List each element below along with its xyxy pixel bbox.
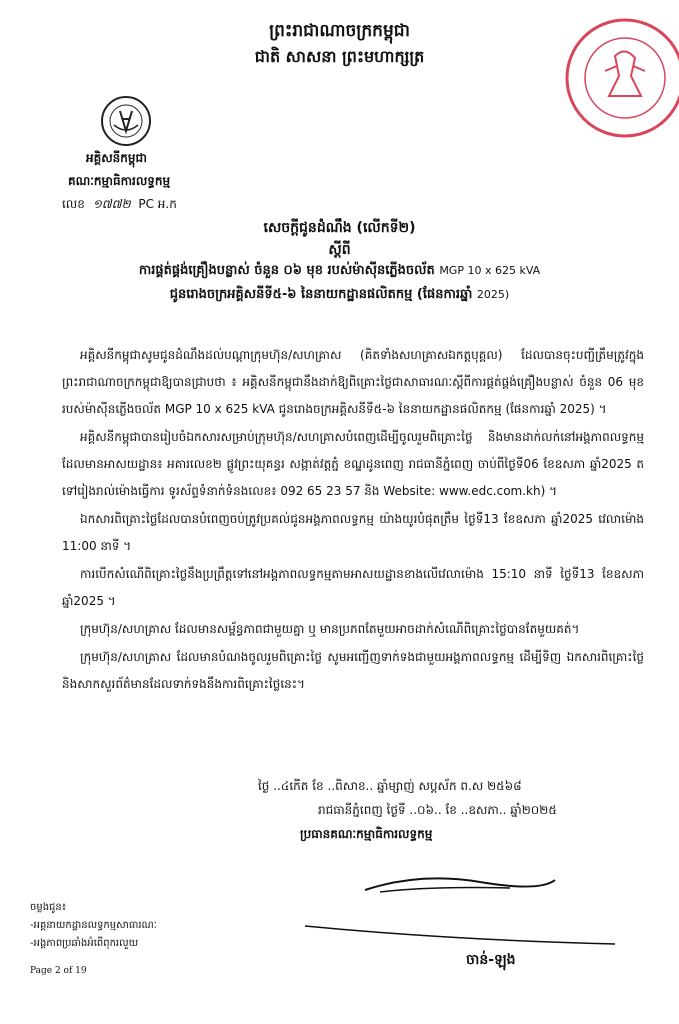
paragraph: អគ្គិសនីកម្ពុជាបានរៀបចំឯកសារសម្រាប់ក្រុមហ៊ុន/សហគ្រាសបំពេញដើម្បីចូលរួមពិគ្រោះថ្លៃ និងមានដាក់លក់នៅអង្គភាពលទ្ធកម្ម ដែលមានអាសយដ្ឋាន៖ អគារលេខ២ ផ្លូវព្រះយុគន្ធរ សង្កាត់វត្តភ្នំ ខណ្ឌដូនពេញ រាជធានីភ្នំពេញ ចាប់ពីថ្ងៃទី06 ខែឧសភា ឆ្នាំ2025 តទៅរៀងរាល់ម៉ោងធ្វើការ ទូរស័ព្ទទំនាក់ទំនងលេខ៖ 092 65 23 57 និង Website: www.edc.com.kh) ។ [62,430,644,498]
subject-plant: ជូនរោងចក្រអគ្គិសនីទី៥-៦ នៃនាយកដ្ឋានផលិតកម្ម (ផែនការឆ្នាំ [169,287,473,302]
signer-name: ចាន់-ឡុង [466,952,516,968]
signature-underline-icon [300,918,620,948]
paragraph: អគ្គិសនីកម្ពុជាសូមជូនដំណឹងដល់បណ្តាក្រុមហ៊ុន/សហគ្រាស (គិតទាំងសហគ្រាសឯកត្តបុគ្គល) ដែលបានចុះបញ្ជីត្រឹមត្រូវក្នុងព្រះរាជាណាចក្រកម្ពុជាឱ្យបានជ្រាបថា ៖ អគ្គិសនីកម្ពុជានឹងដាក់ឱ្យពិគ្រោះថ្លៃជាសាធារណៈស្តីពីការផ្គត់ផ្គង់គ្រឿងបន្លាស់ ចំនួន 06 មុខ របស់ម៉ាស៊ីនភ្លើងចល័ត MGP 10 x 625 kVA ជូនរោងចក្រអគ្គិសនីទី៥-៦ នៃនាយកដ្ឋានផលិតកម្ម (ផែនការឆ្នាំ 2025) ។ [62,348,644,416]
notice-subject-label: ស្តីពី [328,242,351,258]
edc-logo-icon [96,95,156,147]
cc-item: -អង្គភាពប្រឆាំងអំពើពុករលួយ [30,938,139,949]
cc-item: -អគ្គនាយកដ្ឋានលទ្ធកម្មសាធារណៈ [30,920,157,931]
kingdom-heading: ព្រះរាជាណាចក្រកម្ពុជា [269,21,410,41]
cc-title: ចម្លងជូន៖ [30,902,67,913]
paragraph: ការបើកសំណើពិគ្រោះថ្លៃនឹងប្រព្រឹត្តទៅនៅអង្គភាពលទ្ធកម្មតាមអាសយដ្ឋានខាងលើវេលាម៉ោង 15:10 នាទី ថ្ងៃទី13 ខែឧសភា ឆ្នាំ2025 ។ [62,567,644,608]
reference-number [62,196,177,214]
national-motto: ជាតិ សាសនា ព្រះមហាក្សត្រ [254,47,425,66]
notice-body [62,342,644,699]
ref-label: លេខ [62,197,85,211]
subject-year: 2025) [476,288,510,301]
notice-subject-line2 [0,286,679,305]
ref-suffix: PC អ.ក [138,197,177,211]
page-number: Page 2 of 19 [30,966,87,976]
paragraph: ក្រុមហ៊ុន/សហគ្រាស ដែលមានសម្ព័ន្ធភាពជាមួយគ្នា ឬ មានប្រភពតែមួយអាចដាក់សំណើពិគ្រោះថ្លៃបានតែមួយគត់។ [80,622,580,636]
paragraph: ឯកសារពិគ្រោះថ្លៃដែលបានបំពេញចប់ត្រូវប្រគល់ជូនអង្គភាពលទ្ធកម្ម យ៉ាងយូរបំផុតត្រឹម ថ្ងៃទី13 ខែឧសភា ឆ្នាំ2025 វេលាម៉ោង 11:00 នាទី ។ [62,512,644,553]
official-stamp-icon [545,16,679,150]
paragraph: ក្រុមហ៊ុន/សហគ្រាស ដែលមានបំណងចូលរួមពិគ្រោះថ្លៃ សូមអញ្ជើញទាក់ទងជាមួយអង្គភាពលទ្ធកម្ម ដើម្បីទិញ ឯកសារពិគ្រោះថ្លៃ និងសាកសួរព័ត៌មានដែលទាក់ទងនឹងការពិគ្រោះថ្លៃនេះ។ [62,650,644,691]
lunar-date: ថ្ងៃ ..៤កើត ខែ ..ពិសាខ.. ឆ្នាំម្សាញ់ សប្តស័ក ព.ស ២៥៦៨ [258,779,522,793]
solar-date: រាជធានីភ្នំពេញ ថ្ងៃទី ..០៦.. ខែ ..ឧសភា.. ឆ្នាំ២០២៥ [318,803,557,817]
notice-subject-line1 [0,262,679,281]
subject-text: ការផ្គត់ផ្គង់គ្រឿងបន្លាស់ ចំនួន ០៦ មុខ របស់ម៉ាស៊ីនភ្លើងចល័ត [138,263,435,278]
signature-icon [360,862,560,902]
subject-model: MGP 10 x 625 kVA [439,264,541,277]
notice-title: សេចក្តីជូនដំណឹង (លើកទី២) [263,220,416,236]
org-name: អគ្គិសនីកម្ពុជា [86,151,147,165]
ref-number: ១៧៧២ [92,197,131,211]
committee-name: គណៈកម្មាធិការលទ្ធកម្ម [68,174,171,188]
signer-title: ប្រធានគណៈកម្មាធិការលទ្ធកម្ម [300,827,433,841]
